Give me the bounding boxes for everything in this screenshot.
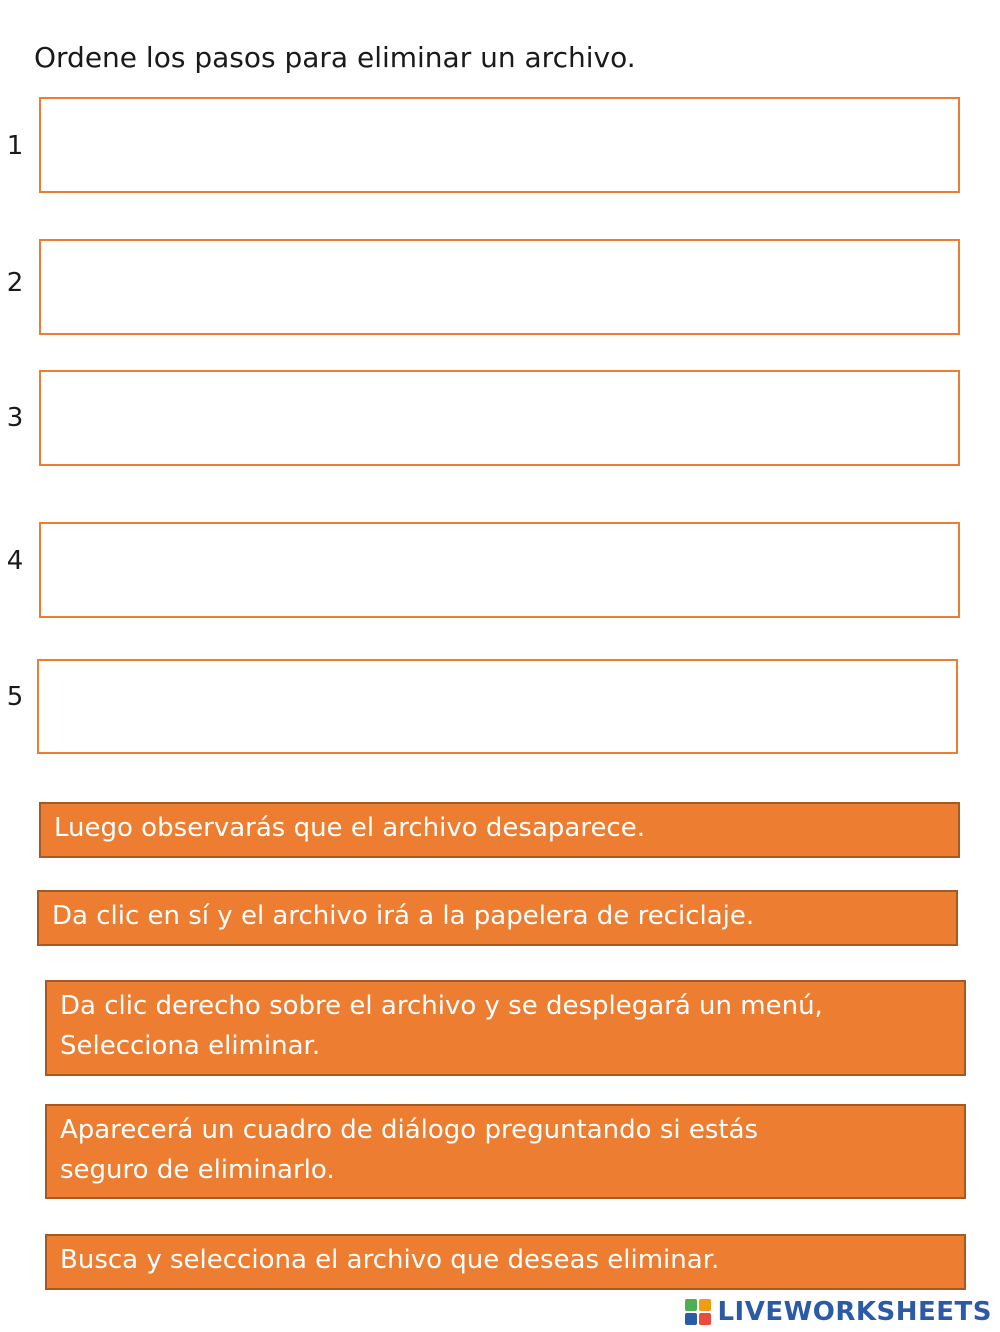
answer-card-5[interactable]: Busca y selecciona el archivo que deseas eliminar. <box>45 1234 966 1290</box>
logo-tile <box>685 1313 697 1325</box>
slot-number-1: 1 <box>6 131 24 161</box>
instruction-text: Ordene los pasos para eliminar un archivo. <box>34 41 636 74</box>
liveworksheets-logo-icon <box>685 1299 711 1325</box>
slot-number-2: 2 <box>6 268 24 298</box>
logo-tile <box>685 1299 697 1311</box>
answer-card-1[interactable]: Luego observarás que el archivo desaparece. <box>39 802 960 858</box>
drop-slot-4[interactable] <box>39 522 960 618</box>
drop-slot-1[interactable] <box>39 97 960 193</box>
drop-slot-3[interactable] <box>39 370 960 466</box>
answer-card-3[interactable]: Da clic derecho sobre el archivo y se desplegará un menú, Selecciona eliminar. <box>45 980 966 1076</box>
slot-number-3: 3 <box>6 403 24 433</box>
drop-slot-5[interactable] <box>37 659 958 754</box>
slot-number-4: 4 <box>6 546 24 576</box>
logo-tile <box>699 1313 711 1325</box>
liveworksheets-brand <box>685 1294 992 1330</box>
answer-card-2[interactable]: Da clic en sí y el archivo irá a la papelera de reciclaje. <box>37 890 958 946</box>
answer-card-4[interactable]: Aparecerá un cuadro de diálogo preguntando si estás seguro de eliminarlo. <box>45 1104 966 1199</box>
drop-slot-2[interactable] <box>39 239 960 335</box>
logo-tile <box>699 1299 711 1311</box>
slot-number-5: 5 <box>6 682 24 712</box>
brand-text: LIVEWORKSHEETS <box>717 1297 992 1327</box>
